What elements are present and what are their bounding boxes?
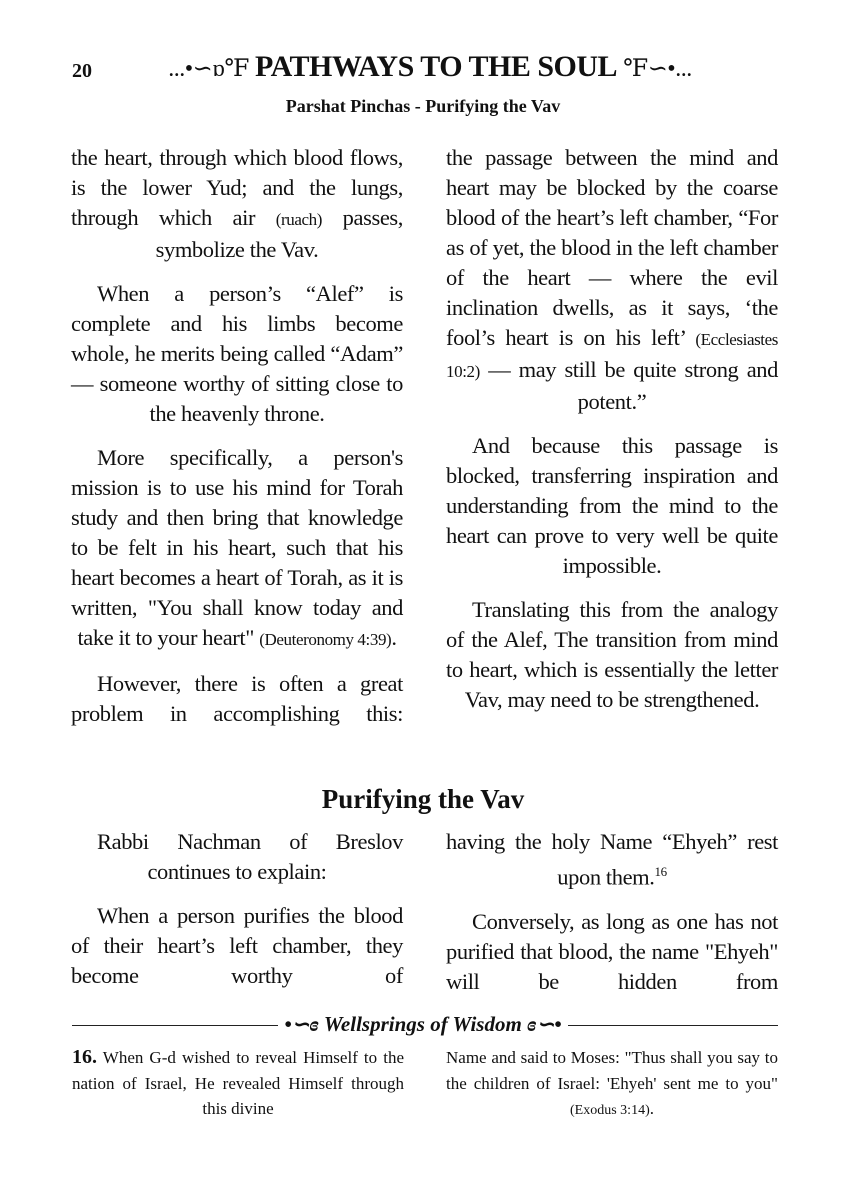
footnote-divider-label: •∽ɞ Wellsprings of Wisdom ɞ∽• <box>0 1012 846 1037</box>
lower-right-column <box>446 827 778 1011</box>
footnote-right: Name and said to Moses: "Thus shall you say to the children of Israel: 'Ehyeh' sent me to you" (Exodus 3:14). <box>446 1048 778 1118</box>
paragraph: Rabbi Nachman of Breslov continues to explain: <box>97 829 403 884</box>
paragraph: having the holy Name “Ehyeh” rest upon them.$^{16}$ <box>446 829 778 890</box>
paragraph: However, there is often a great problem in accomplishing this: <box>71 671 403 726</box>
paragraph: Translating this from the analogy of the Alef, The transition from mind to heart, which is essentially the letter Vav, may need to be strengthened. <box>446 597 778 712</box>
footnote-ref[interactable]: 16 <box>654 864 667 879</box>
book-title: PATHWAYS TO THE SOUL <box>254 50 618 83</box>
paragraph: When a person’s “Alef” is complete and his limbs become whole, he merits being called “Adam” — someone worthy of sitting close to the heavenly throne. <box>71 281 403 426</box>
paragraph: And because this passage is blocked, transferring inspiration and understanding from the mind to the heart can prove to very well be quite impossible. <box>446 433 778 578</box>
footnote-left: 16. When G-d wished to reveal Himself to the nation of Israel, He revealed Himself through this divine <box>72 1046 404 1118</box>
ornament-left-icon: ...•∽ɒ℉ <box>168 56 249 82</box>
upper-right-column <box>446 143 778 729</box>
ornament-right-icon: ℉∽•... <box>623 56 692 82</box>
paragraph: When a person purifies the blood of their heart’s left chamber, they become worthy of <box>71 903 403 988</box>
paragraph: Conversely, as long as one has not purified that blood, the name "Ehyeh" will be hidden from <box>446 908 778 994</box>
chapter-subtitle: Parshat Pinchas - Purifying the Vav <box>285 96 561 116</box>
lower-left-column <box>71 827 403 1005</box>
page-number: 20 <box>72 60 92 82</box>
running-header <box>130 50 730 84</box>
footnote-number: 16. <box>72 1046 97 1068</box>
upper-left-column <box>71 143 403 743</box>
ornament-icon: ɞ∽• <box>521 1012 562 1036</box>
paragraph: the heart, through which blood flows, is the lower Yud; and the lungs, through which air (ruach) passes, symbolize the Vav. <box>71 145 404 262</box>
paragraph: More specifically, a person's mission is to use his mind for Torah study and then bring that knowledge to be felt in his heart, such that his heart becomes a heart of Torah, as it is written, "You shall know today and take it to your heart" (Deuteronomy 4:39). <box>71 445 403 650</box>
section-title: Purifying the Vav <box>321 784 525 814</box>
ornament-icon: •∽ɞ <box>284 1012 324 1036</box>
paragraph: the passage between the mind and heart may be blocked by the coarse blood of the heart’s left chamber, “For as of yet, the blood in the left chamber of the heart — where the evil inclination dwells, as it says, ‘the fool’s heart is on his left’ (Ecclesiastes 10:2) — may still be quite strong and potent.” <box>446 145 778 414</box>
